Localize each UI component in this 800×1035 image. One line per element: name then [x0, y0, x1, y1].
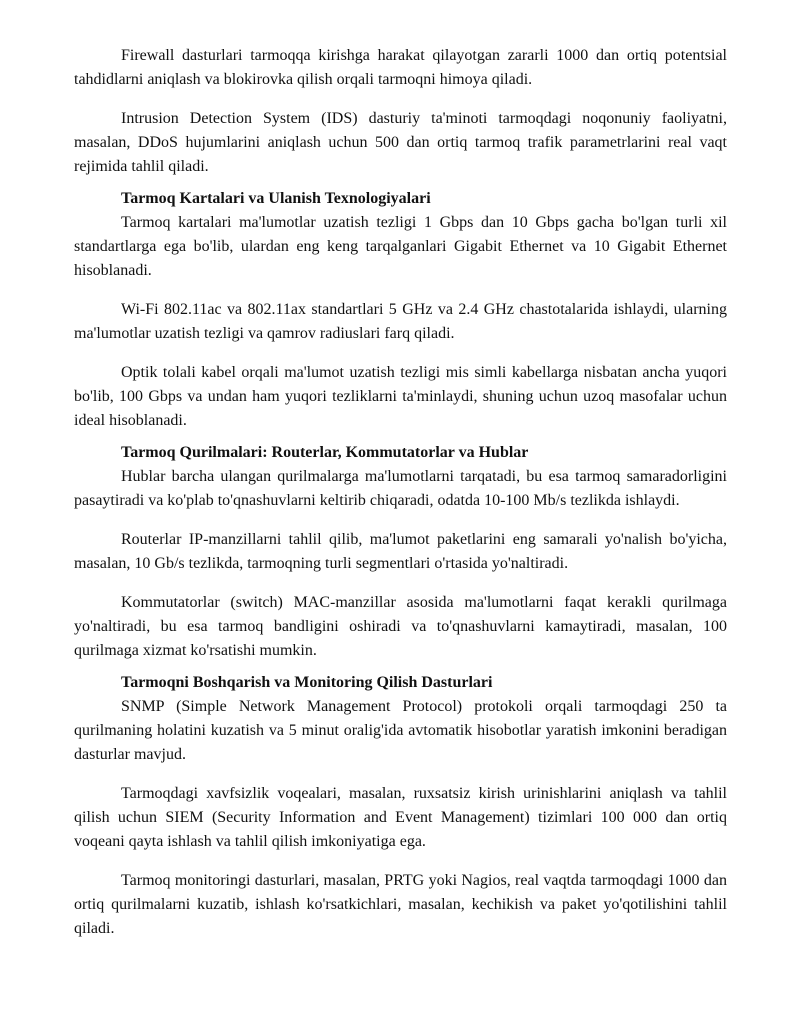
heading-network-management: Tarmoqni Boshqarish va Monitoring Qilish Dasturlari — [121, 674, 493, 691]
paragraph-fiber: Optik tolali kabel orqali ma'lumot uzatish tezligi mis simli kabellarga nisbatan ancha yuqori bo'lib, 100 Gbps va undan ham yuqori tezliklarni ta'minlaydi, shuning uchun uzoq masofalar uchun ideal hisoblanadi. — [74, 364, 727, 429]
heading-network-devices: Tarmoq Qurilmalari: Routerlar, Kommutatorlar va Hublar — [121, 444, 529, 461]
paragraph-network-cards: Tarmoq kartalari ma'lumotlar uzatish tezligi 1 Gbps dan 10 Gbps gacha bo'lgan turli xil standartlarga ega bo'lib, ulardan eng keng tarqalganlari Gigabit Ethernet va 10 Gigabit Ethernet hisoblanadi. — [74, 214, 727, 279]
paragraph-monitoring: Tarmoq monitoringi dasturlari, masalan, PRTG yoki Nagios, real vaqtda tarmoqdagi 1000 dan ortiq qurilmalarni kuzatib, ishlash ko'rsatkichlari, masalan, kechikish va paket yo'qotilishini tahlil qiladi. — [74, 872, 727, 937]
paragraph-firewall: Firewall dasturlari tarmoqqa kirishga harakat qilayotgan zararli 1000 dan ortiq potentsial tahdidlarni aniqlash va blokirovka qilish orqali tarmoqni himoya qiladi. — [74, 47, 727, 88]
paragraph-wifi: Wi-Fi 802.11ac va 802.11ax standartlari 5 GHz va 2.4 GHz chastotalarida ishlaydi, ularning ma'lumotlar uzatish tezligi va qamrov radiuslari farq qiladi. — [74, 301, 727, 342]
paragraph-hubs: Hublar barcha ulangan qurilmalarga ma'lumotlarni tarqatadi, bu esa tarmoq samaradorligini pasaytiradi va ko'plab to'qnashuvlarni keltirib chiqaradi, odatda 10-100 Mb/s tezlikda ishlaydi. — [74, 468, 727, 509]
paragraph-ids: Intrusion Detection System (IDS) dasturiy ta'minoti tarmoqdagi noqonuniy faoliyatni, masalan, DDoS hujumlarini aniqlash uchun 500 dan ortiq tarmoq trafik parametrlarini real vaqt rejimida tahlil qiladi. — [74, 110, 727, 175]
document-page — [74, 44, 727, 941]
paragraph-switches: Kommutatorlar (switch) MAC-manzillar asosida ma'lumotlarni faqat kerakli qurilmaga yo'naltiradi, bu esa tarmoq bandligini oshiradi va to'qnashuvlarni kamaytiradi, masalan, 100 qurilmaga xizmat ko'rsatishi mumkin. — [74, 594, 727, 659]
heading-network-cards: Tarmoq Kartalari va Ulanish Texnologiyalari — [121, 190, 431, 207]
paragraph-snmp: SNMP (Simple Network Management Protocol) protokoli orqali tarmoqdagi 250 ta qurilmaning holatini kuzatish va 5 minut oralig'ida avtomatik hisobotlar yaratish imkonini beradigan dasturlar mavjud. — [74, 698, 727, 763]
paragraph-siem: Tarmoqdagi xavfsizlik voqealari, masalan, ruxsatsiz kirish urinishlarini aniqlash va tahlil qilish uchun SIEM (Security Information and Event Management) tizimlari 100 000 dan ortiq voqeani qayta ishlash va tahlil qilish imkoniyatiga ega. — [74, 785, 727, 850]
paragraph-routers: Routerlar IP-manzillarni tahlil qilib, ma'lumot paketlarini eng samarali yo'nalish bo'yicha, masalan, 10 Gb/s tezlikda, tarmoqning turli segmentlari o'rtasida yo'naltiradi. — [74, 531, 727, 572]
